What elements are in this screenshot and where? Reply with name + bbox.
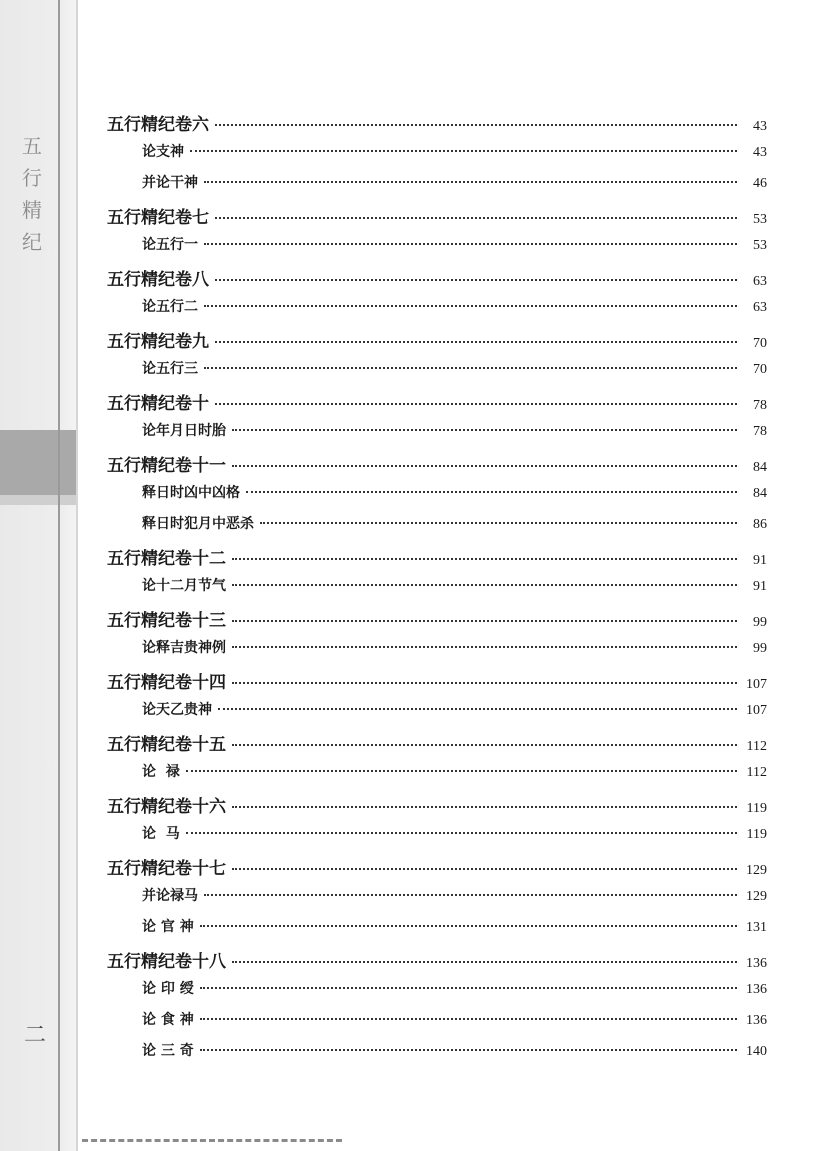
- toc-entry-title: 五行精纪卷十二: [107, 549, 226, 569]
- toc-chapter-row[interactable]: [107, 544, 767, 575]
- toc-page-number: 136: [746, 956, 767, 971]
- toc-leader-dots: [232, 682, 737, 684]
- toc-leader-dots: [260, 522, 737, 524]
- toc-chapter-row[interactable]: [107, 854, 767, 885]
- toc-entry-title: 五行精纪卷九: [107, 332, 209, 352]
- toc-entry-title: 五行精纪卷十七: [107, 859, 226, 879]
- toc-page-number: 99: [753, 615, 767, 630]
- toc-leader-dots: [215, 279, 737, 281]
- toc-leader-dots: [200, 1018, 737, 1020]
- toc-leader-dots: [232, 429, 737, 431]
- toc-entry-title: 五行精纪卷十一: [107, 456, 226, 476]
- toc-entry-title: 五行精纪卷十三: [107, 611, 226, 631]
- toc-section-row[interactable]: [107, 761, 767, 792]
- toc-section-row[interactable]: [107, 141, 767, 172]
- toc-leader-dots: [186, 770, 737, 772]
- toc-section-row[interactable]: [107, 1040, 767, 1071]
- toc-page-number: 112: [746, 739, 767, 754]
- toc-entry-title: 论 马: [142, 826, 180, 842]
- toc-entry-title: 五行精纪卷十六: [107, 797, 226, 817]
- toc-entry-title: 论天乙贵神: [142, 702, 212, 718]
- toc-entry-title: 论 禄: [142, 764, 180, 780]
- toc-section-row[interactable]: [107, 637, 767, 668]
- toc-page-number: 99: [753, 641, 767, 656]
- toc-entry-title: 五行精纪卷七: [107, 208, 209, 228]
- toc-page-number: 107: [746, 677, 767, 692]
- toc-entry-title: 释日时凶中凶格: [142, 485, 240, 501]
- toc-leader-dots: [232, 584, 737, 586]
- toc-entry-title: 论五行二: [142, 299, 198, 315]
- toc-entry-title: 论 食 神: [142, 1012, 194, 1028]
- toc-page-number: 140: [746, 1044, 767, 1059]
- toc-page-number: 43: [753, 145, 767, 160]
- toc-entry-title: 五行精纪卷十五: [107, 735, 226, 755]
- toc-entry-title: 论年月日时胎: [142, 423, 226, 439]
- toc-entry-title: 论 官 神: [142, 919, 194, 935]
- toc-section-row[interactable]: [107, 513, 767, 544]
- toc-chapter-row[interactable]: [107, 451, 767, 482]
- toc-section-row[interactable]: [107, 172, 767, 203]
- side-title-char: 纪: [22, 230, 42, 254]
- toc-leader-dots: [190, 150, 737, 152]
- toc-page-number: 129: [746, 863, 767, 878]
- toc-page-number: 53: [753, 212, 767, 227]
- toc-entry-title: 五行精纪卷十四: [107, 673, 226, 693]
- toc-page-number: 107: [746, 703, 767, 718]
- toc-entry-title: 论十二月节气: [142, 578, 226, 594]
- toc-entry-title: 论 印 绶: [142, 981, 194, 997]
- toc-page-number: 63: [753, 274, 767, 289]
- toc-page-number: 91: [753, 553, 767, 568]
- toc-page-number: 84: [753, 460, 767, 475]
- toc-leader-dots: [204, 243, 737, 245]
- page-number: 二: [24, 1023, 47, 1048]
- toc-page-number: 91: [753, 579, 767, 594]
- toc-page-number: 70: [753, 362, 767, 377]
- toc-page-number: 63: [753, 300, 767, 315]
- toc-chapter-row[interactable]: [107, 389, 767, 420]
- toc-section-row[interactable]: [107, 916, 767, 947]
- side-title-char: 精: [22, 198, 42, 222]
- toc-leader-dots: [232, 868, 737, 870]
- toc-page-number: 53: [753, 238, 767, 253]
- toc-page-number: 136: [746, 1013, 767, 1028]
- toc-page-number: 86: [753, 517, 767, 532]
- toc-chapter-row[interactable]: [107, 203, 767, 234]
- margin-gray-band-edge: [0, 495, 78, 505]
- side-running-title: [18, 130, 46, 258]
- toc-leader-dots: [232, 744, 737, 746]
- toc-chapter-row[interactable]: [107, 327, 767, 358]
- side-title-char: 行: [22, 166, 42, 190]
- toc-entry-title: 五行精纪卷八: [107, 270, 209, 290]
- toc-leader-dots: [204, 305, 737, 307]
- toc-leader-dots: [200, 925, 737, 927]
- toc-chapter-row[interactable]: [107, 668, 767, 699]
- toc-section-row[interactable]: [107, 885, 767, 916]
- toc-page-number: 129: [746, 889, 767, 904]
- toc-page-number: 84: [753, 486, 767, 501]
- toc-page-number: 131: [746, 920, 767, 935]
- toc-leader-dots: [232, 961, 737, 963]
- toc-entry-title: 五行精纪卷十: [107, 394, 209, 414]
- toc-leader-dots: [215, 124, 737, 126]
- toc-leader-dots: [246, 491, 737, 493]
- toc-entry-title: 并论禄马: [142, 888, 198, 904]
- toc-page-number: 119: [746, 801, 767, 816]
- toc-entry-title: 五行精纪卷十八: [107, 952, 226, 972]
- toc-leader-dots: [232, 558, 737, 560]
- toc-entry-title: 论五行三: [142, 361, 198, 377]
- toc-chapter-row[interactable]: [107, 265, 767, 296]
- toc-entry-title: 释日时犯月中恶杀: [142, 516, 254, 532]
- toc-entry-title: 五行精纪卷六: [107, 115, 209, 135]
- toc-section-row[interactable]: [107, 358, 767, 389]
- toc-leader-dots: [218, 708, 737, 710]
- toc-leader-dots: [215, 341, 737, 343]
- margin-edge: [76, 0, 78, 1151]
- toc-entry-title: 并论干神: [142, 175, 198, 191]
- toc-leader-dots: [200, 987, 737, 989]
- toc-leader-dots: [232, 620, 737, 622]
- toc-entry-title: 论支神: [142, 144, 184, 160]
- toc-section-row[interactable]: [107, 420, 767, 451]
- toc-chapter-row[interactable]: [107, 730, 767, 761]
- toc-entry-title: 论 三 奇: [142, 1043, 194, 1059]
- toc-leader-dots: [232, 806, 737, 808]
- toc-chapter-row[interactable]: [107, 947, 767, 978]
- margin-gray-band: [0, 430, 78, 495]
- toc-page-number: 43: [753, 119, 767, 134]
- toc-chapter-row[interactable]: [107, 606, 767, 637]
- toc-leader-dots: [204, 367, 737, 369]
- toc-page-number: 78: [753, 424, 767, 439]
- toc-section-row[interactable]: [107, 575, 767, 606]
- toc-leader-dots: [232, 465, 737, 467]
- toc-chapter-row[interactable]: [107, 110, 767, 141]
- margin-rule: [58, 0, 60, 1151]
- toc-section-row[interactable]: [107, 823, 767, 854]
- toc-section-row[interactable]: [107, 482, 767, 513]
- toc-page-number: 119: [746, 827, 767, 842]
- table-of-contents: [107, 110, 767, 1071]
- toc-leader-dots: [186, 832, 737, 834]
- toc-leader-dots: [204, 181, 737, 183]
- toc-entry-title: 论释吉贵神例: [142, 640, 226, 656]
- toc-page-number: 136: [746, 982, 767, 997]
- toc-section-row[interactable]: [107, 978, 767, 1009]
- toc-leader-dots: [215, 217, 737, 219]
- toc-page-number: 78: [753, 398, 767, 413]
- toc-page-number: 112: [746, 765, 767, 780]
- toc-section-row[interactable]: [107, 234, 767, 265]
- toc-entry-title: 论五行一: [142, 237, 198, 253]
- side-title-char: 五: [22, 134, 42, 158]
- toc-leader-dots: [204, 894, 737, 896]
- toc-page-number: 70: [753, 336, 767, 351]
- toc-page-number: 46: [753, 176, 767, 191]
- toc-section-row[interactable]: [107, 699, 767, 730]
- toc-section-row[interactable]: [107, 1009, 767, 1040]
- toc-leader-dots: [200, 1049, 737, 1051]
- toc-leader-dots: [232, 646, 737, 648]
- toc-section-row[interactable]: [107, 296, 767, 327]
- toc-leader-dots: [215, 403, 737, 405]
- toc-chapter-row[interactable]: [107, 792, 767, 823]
- scan-marks: [82, 1136, 342, 1142]
